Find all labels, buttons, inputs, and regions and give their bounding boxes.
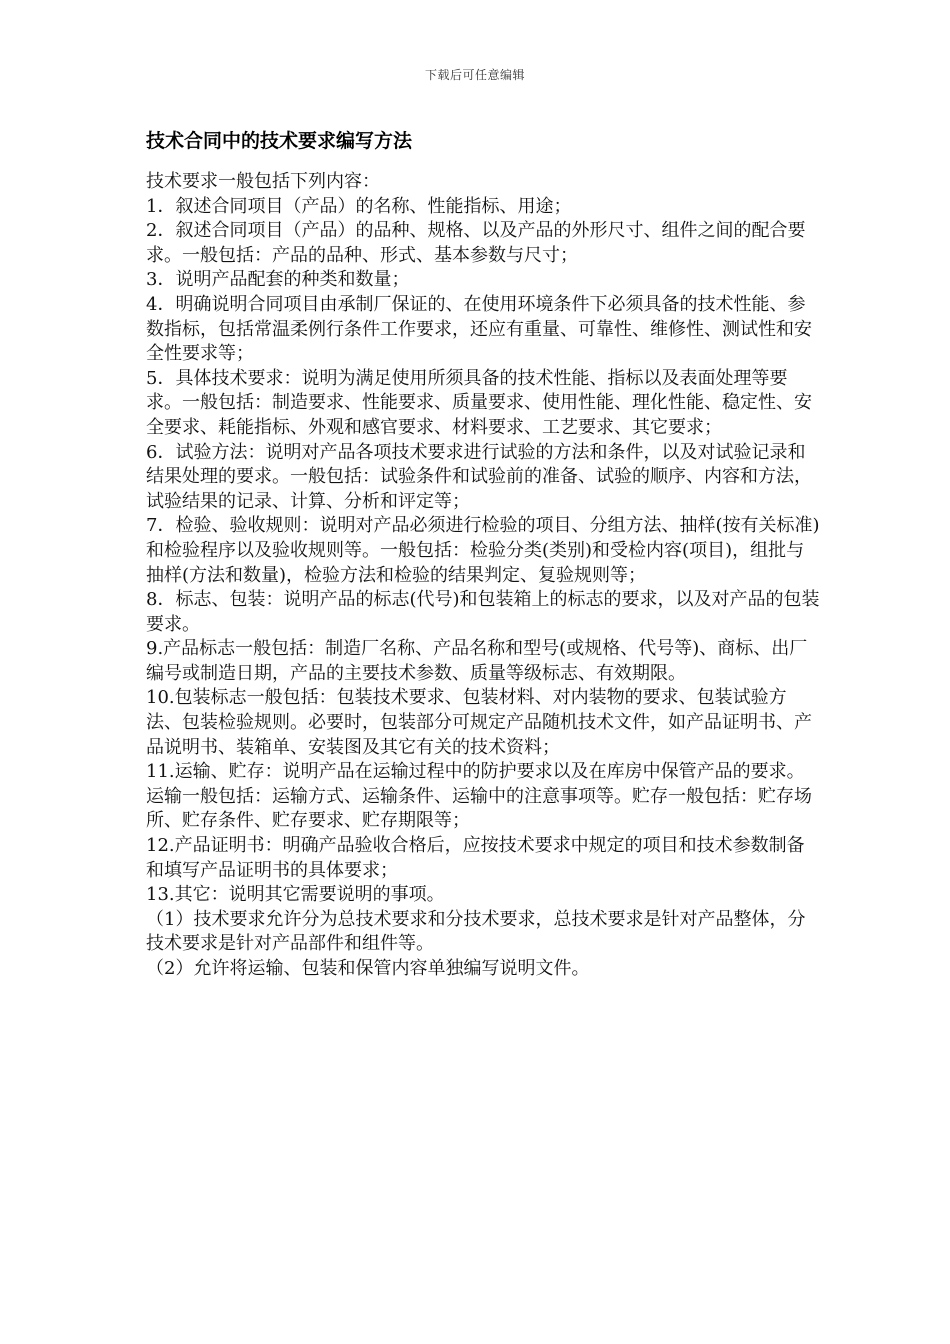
- page-header: 下载后可任意编辑: [424, 68, 525, 82]
- paragraph-item-10: 10.包装标志一般包括：包装技术要求、包装材料、对内装物的要求、包装试验方法、包装检验规则。必要时，包装部分可规定产品随机技术文件，如产品证明书、产品说明书、装箱单、安装图及其它有关的技术资料；: [146, 687, 812, 758]
- paragraph-item-2: 2．叙述合同项目（产品）的品种、规格、以及产品的外形尺寸、组件之间的配合要求。一般包括：产品的品种、形式、基本参数与尺寸；: [146, 220, 806, 266]
- paragraph-item-9: 9.产品标志一般包括：制造厂名称、产品名称和型号(或规格、代号等)、商标、出厂编号或制造日期，产品的主要技术参数、质量等级标志、有效期限。: [146, 638, 808, 684]
- paragraph-item-7: 7．检验、验收规则：说明对产品必须进行检验的项目、分组方法、抽样(按有关标准)和检验程序以及验收规则等。一般包括：检验分类(类别)和受检内容(项目)，组批与抽样(方法和数量)，检验方法和检验的结果判定、复验规则等；: [146, 515, 820, 586]
- paragraph-item-8: 8．标志、包装：说明产品的标志(代号)和包装箱上的标志的要求，以及对产品的包装要求。: [146, 589, 820, 635]
- paragraph-item-1: 1．叙述合同项目（产品）的名称、性能指标、用途；: [146, 195, 572, 217]
- paragraph-item-5: 5．具体技术要求：说明为满足使用所须具备的技术性能、指标以及表面处理等要求。一般包括：制造要求、性能要求、质量要求、使用性能、理化性能、稳定性、安全要求、耗能指标、外观和感官要求、材料要求、工艺要求、其它要求；: [146, 367, 812, 438]
- paragraph-intro: 技术要求一般包括下列内容：: [146, 171, 380, 192]
- paragraph-item-4: 4．明确说明合同项目由承制厂保证的、在使用环境条件下必须具备的技术性能、参数指标，包括常温柔例行条件工作要求，还应有重量、可靠性、维修性、测试性和安全性要求等；: [146, 293, 812, 365]
- document-body: [146, 170, 822, 982]
- paragraph-item-3: 3．说明产品配套的种类和数量；: [146, 269, 410, 291]
- paragraph-note-1: （1）技术要求允许分为总技术要求和分技术要求，总技术要求是针对产品整体，分技术要求是针对产品部件和组件等。: [146, 908, 806, 955]
- paragraph-item-6: 6．试验方法：说明对产品各项技术要求进行试验的方法和条件，以及对试验记录和结果处理的要求。一般包括：试验条件和试验前的准备、试验的顺序、内容和方法，试验结果的记录、计算、分析和评定等；: [146, 441, 812, 512]
- document-title: 技术合同中的技术要求编写方法: [146, 130, 413, 152]
- paragraph-item-11: 11.运输、贮存：说明产品在运输过程中的防护要求以及在库房中保管产品的要求。运输一般包括：运输方式、运输条件、运输中的注意事项等。贮存一般包括：贮存场所、贮存条件、贮存要求、贮存期限等；: [146, 761, 812, 832]
- paragraph-note-2: （2）允许将运输、包装和保管内容单独编写说明文件。: [146, 958, 590, 979]
- paragraph-item-13: 13.其它：说明其它需要说明的事项。: [146, 884, 445, 906]
- paragraph-item-12: 12.产品证明书：明确产品验收合格后，应按技术要求中规定的项目和技术参数制备和填写产品证明书的具体要求；: [146, 835, 805, 881]
